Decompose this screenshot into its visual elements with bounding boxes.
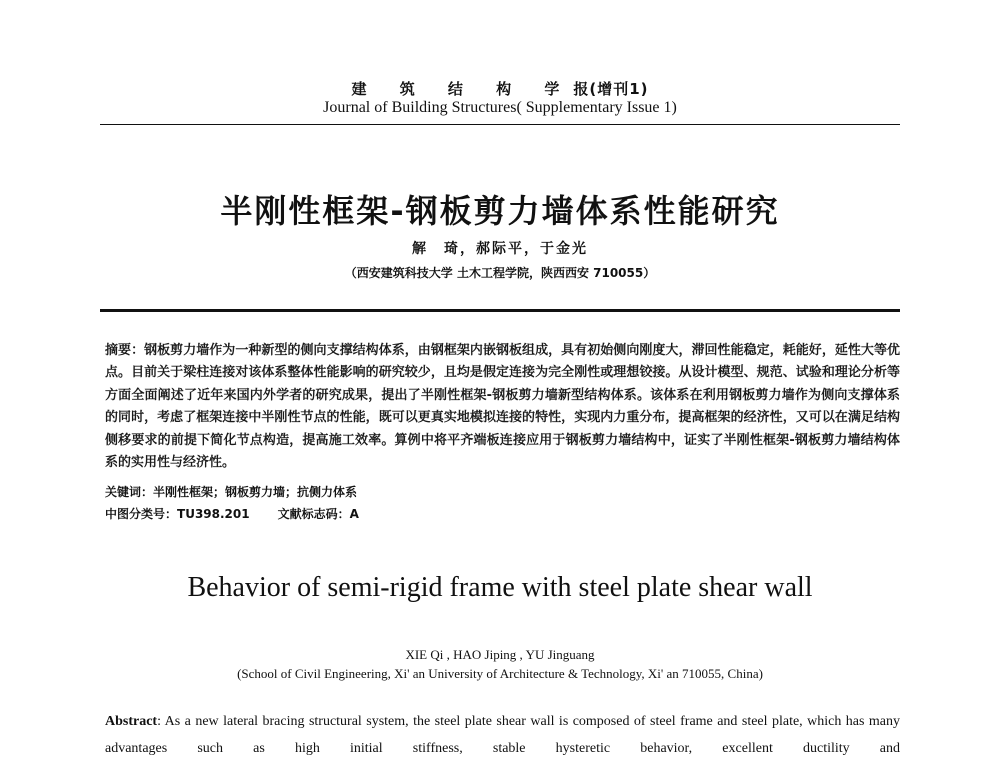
classification-line	[105, 505, 359, 522]
affiliation-en: (School of Civil Engineering, Xi' an University of Architecture & Technology, Xi' an 710055, China)	[237, 666, 763, 681]
affiliation-cn: （西安建筑科技大学 土木工程学院，陕西西安 710055）	[344, 266, 656, 280]
abstract-en-label: Abstract	[105, 714, 158, 729]
paper-title-en: Behavior of semi-rigid frame with steel plate shear wall	[187, 572, 813, 603]
abstract-cn	[105, 340, 900, 474]
journal-name-en: Journal of Building Structures( Supplementary Issue 1)	[323, 99, 677, 116]
abstract-cn-text: 钢板剪力墙作为一种新型的侧向支撑结构体系，由钢框架内嵌钢板组成，具有初始侧向刚度大，滞回性能稳定，耗能好，延性大等优点。目前关于梁柱连接对该体系整体性能影响的研究较少，且均是假定连接为完全刚性或理想铰接。从设计模型、规范、试验和理论分析等方面全面阐述了近年来国内外学者的研究成果，提出了半刚性框架-钢板剪力墙新型结构体系。该体系在利用钢板剪力墙作为侧向支撑体系的同时，考虑了框架连接中半刚性节点的性能，既可以更真实地模拟连接的特性，实现内力重分布，提高框架的经济性，又可以在满足结构侧移要求的前提下简化节点构造，提高施工效率。算例中将平齐端板连接应用于钢板剪力墙结构中，证实了半刚性框架-钢板剪力墙结构体系的实用性与经济性。	[105, 343, 900, 471]
abstract-cn-label: 摘要：	[105, 343, 145, 358]
clc-label: 中图分类号：	[105, 507, 178, 521]
keywords-label: 关键词：	[105, 485, 154, 499]
keywords-line	[105, 483, 357, 500]
journal-name-cn-rest: 报(增刊1)	[573, 80, 649, 98]
abstract-en	[105, 708, 900, 762]
abstract-top-rule	[100, 309, 900, 312]
header-rule	[100, 124, 900, 125]
authors-cn: 解 琦，郝际平，于金光	[412, 241, 588, 257]
journal-name-cn-spaced: 建 筑 结 构 学	[351, 80, 574, 98]
keywords-value: 半刚性框架；钢板剪力墙；抗侧力体系	[153, 485, 358, 499]
clc-value: TU398.201	[177, 507, 250, 521]
doc-code-value: A	[349, 507, 359, 521]
journal-name-cn	[0, 78, 1000, 99]
paper-title-cn: 半刚性框架-钢板剪力墙体系性能研究	[220, 192, 780, 230]
abstract-en-text: : As a new lateral bracing structural system, the steel plate shear wall is composed of steel frame and steel plate, which has many advantages such as high initial stiffness, stable hysteretic behavior, excellent ductility and	[105, 714, 900, 756]
doc-code-label: 文献标志码：	[277, 507, 350, 521]
authors-en: XIE Qi , HAO Jiping , YU Jinguang	[405, 647, 595, 662]
